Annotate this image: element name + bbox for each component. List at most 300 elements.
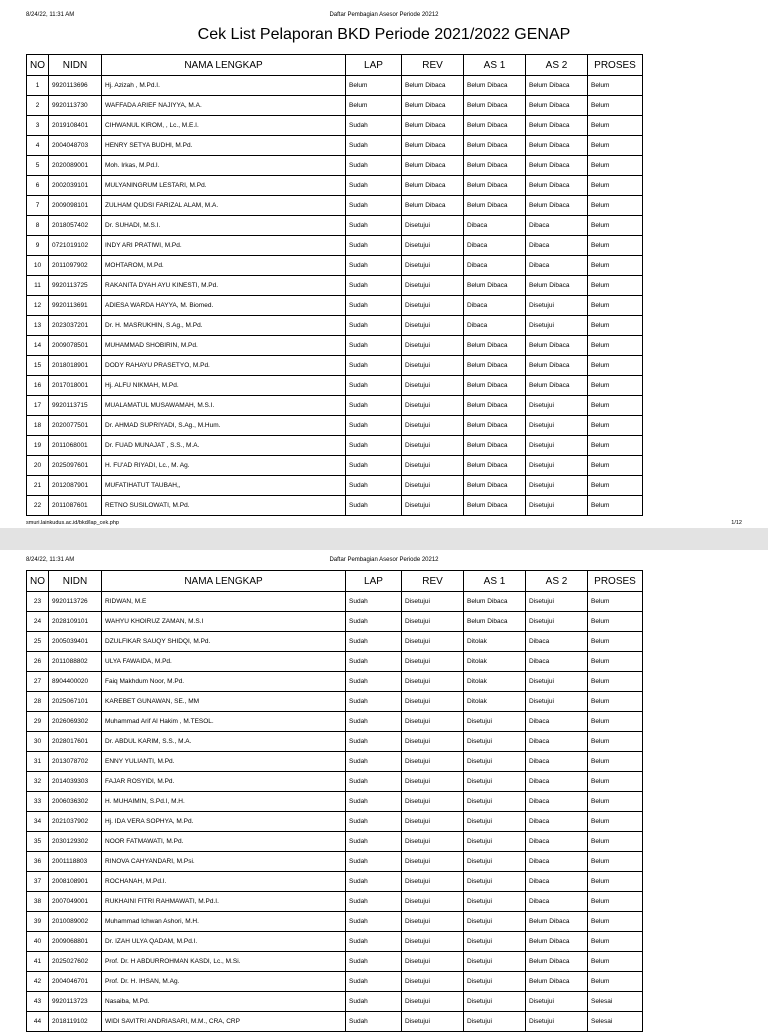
table-cell: Disetujui <box>402 316 464 336</box>
table-cell: Belum Dibaca <box>402 136 464 156</box>
table-cell: 42 <box>27 972 49 992</box>
table-row <box>27 852 643 872</box>
table-cell: 8 <box>27 216 49 236</box>
table-cell: 17 <box>27 396 49 416</box>
table-cell: Dibaca <box>526 732 588 752</box>
table-row <box>27 116 643 136</box>
table-cell: Sudah <box>346 336 402 356</box>
table-cell: Disetujui <box>402 832 464 852</box>
table-row <box>27 476 643 496</box>
page-title: Cek List Pelaporan BKD Periode 2021/2022 GENAP <box>197 26 571 43</box>
table-cell: RINOVA CAHYANDARI, M.Psi. <box>102 852 346 872</box>
table-cell: Belum <box>588 712 643 732</box>
table-cell: Belum <box>588 416 643 436</box>
table-cell: Sudah <box>346 496 402 516</box>
table-cell: Belum Dibaca <box>464 496 526 516</box>
table-cell: RIDWAN, M.E <box>102 592 346 612</box>
table-cell: Sudah <box>346 256 402 276</box>
table-cell: Sudah <box>346 752 402 772</box>
table-row <box>27 932 643 952</box>
table-cell: Belum Dibaca <box>464 476 526 496</box>
table-row <box>27 296 643 316</box>
table-cell: Ditolak <box>464 672 526 692</box>
table-cell: Sudah <box>346 476 402 496</box>
table-cell: Faiq Makhdum Noor, M.Pd. <box>102 672 346 692</box>
table-cell: Sudah <box>346 196 402 216</box>
table-cell: Dr. FUAD MUNAJAT , S.S., M.A. <box>102 436 346 456</box>
table-cell: Sudah <box>346 712 402 732</box>
table-cell: Belum <box>588 196 643 216</box>
table-cell: Belum Dibaca <box>464 336 526 356</box>
table-cell: Sudah <box>346 872 402 892</box>
table-cell: 2028017601 <box>49 732 102 752</box>
table-cell: Dibaca <box>526 792 588 812</box>
table-row <box>27 732 643 752</box>
table-cell: Disetujui <box>402 912 464 932</box>
footer-url: smuri.lainkudus.ac.id/bkd/lap_cek.php <box>26 520 119 526</box>
table-cell: 2002039101 <box>49 176 102 196</box>
table-cell: 2025067101 <box>49 692 102 712</box>
table-cell: Belum <box>588 832 643 852</box>
table-cell: Belum <box>588 932 643 952</box>
table-cell: WAHYU KHOIRUZ ZAMAN, M.S.I <box>102 612 346 632</box>
table-cell: HENRY SETYA BUDHI, M.Pd. <box>102 136 346 156</box>
table-cell: Belum <box>588 612 643 632</box>
table-body <box>27 592 643 1032</box>
table-cell: ULYA FAWAIDA, M.Pd. <box>102 652 346 672</box>
table-cell: Sudah <box>346 356 402 376</box>
column-header: REV <box>402 571 464 592</box>
table-cell: Sudah <box>346 116 402 136</box>
table-cell: Disetujui <box>464 952 526 972</box>
table-cell: Disetujui <box>402 496 464 516</box>
column-header: NO <box>27 55 49 76</box>
table-cell: 5 <box>27 156 49 176</box>
table-cell: Belum <box>588 732 643 752</box>
table-row <box>27 992 643 1012</box>
table-cell: Disetujui <box>464 752 526 772</box>
table-cell: Belum <box>588 156 643 176</box>
table-cell: Dibaca <box>526 632 588 652</box>
table-cell: Disetujui <box>464 792 526 812</box>
table-cell: Disetujui <box>402 296 464 316</box>
table-cell: Disetujui <box>402 752 464 772</box>
table-cell: Disetujui <box>526 496 588 516</box>
table-cell: Disetujui <box>464 732 526 752</box>
table-cell: 39 <box>27 912 49 932</box>
table-cell: 2014039303 <box>49 772 102 792</box>
table-cell: 2011087601 <box>49 496 102 516</box>
table-row <box>27 316 643 336</box>
document-header: Daftar Pembagian Asesor Periode 20212 <box>329 557 439 563</box>
table-cell: Belum <box>588 592 643 612</box>
table-cell: Disetujui <box>526 436 588 456</box>
table-cell: 2004046701 <box>49 972 102 992</box>
table-cell: Sudah <box>346 672 402 692</box>
table-cell: 2011088802 <box>49 652 102 672</box>
table-cell: Dibaca <box>464 236 526 256</box>
table-cell: Hj. IDA VERA SOPHYA, M.Pd. <box>102 812 346 832</box>
table-cell: ROCHANAH, M.Pd.I. <box>102 872 346 892</box>
table-cell: Disetujui <box>402 992 464 1012</box>
table-cell: 2030129302 <box>49 832 102 852</box>
table-row <box>27 592 643 612</box>
table-cell: MOHTAROM, M.Pd. <box>102 256 346 276</box>
table-cell: Belum Dibaca <box>464 396 526 416</box>
table-cell: Belum Dibaca <box>402 76 464 96</box>
table-cell: Belum <box>588 136 643 156</box>
table-cell: Disetujui <box>402 812 464 832</box>
table-cell: Belum Dibaca <box>402 116 464 136</box>
table-cell: 8904400020 <box>49 672 102 692</box>
table-cell: Belum Dibaca <box>402 176 464 196</box>
table-cell: Prof. Dr. H ABDURROHMAN KASDI, Lc., M.Si. <box>102 952 346 972</box>
table-cell: CIHWANUL KIROM, , Lc., M.E.I. <box>102 116 346 136</box>
table-cell: Belum <box>588 852 643 872</box>
table-cell: Sudah <box>346 612 402 632</box>
table-cell: Dibaca <box>526 652 588 672</box>
table-cell: Belum <box>588 396 643 416</box>
table-cell: Disetujui <box>402 236 464 256</box>
table-row <box>27 196 643 216</box>
table-cell: Sudah <box>346 316 402 336</box>
table-row <box>27 672 643 692</box>
table-row <box>27 652 643 672</box>
table-cell: 9920113730 <box>49 96 102 116</box>
table-cell: Belum <box>588 436 643 456</box>
table-cell: DZULFIKAR SAUQY SHIDQI, M.Pd. <box>102 632 346 652</box>
table-cell: ADIESA WARDA HAYYA, M. Biomed. <box>102 296 346 316</box>
table-cell: Belum Dibaca <box>526 276 588 296</box>
table-cell: MUHAMMAD SHOBIRIN, M.Pd. <box>102 336 346 356</box>
table-cell: Belum Dibaca <box>464 196 526 216</box>
table-cell: Dr. H. MASRUKHIN, S.Ag., M.Pd. <box>102 316 346 336</box>
table-cell: Belum Dibaca <box>464 356 526 376</box>
table-row <box>27 872 643 892</box>
table-cell: Sudah <box>346 632 402 652</box>
table-cell: 2018057402 <box>49 216 102 236</box>
table-cell: Disetujui <box>464 852 526 872</box>
table-cell: 2019108401 <box>49 116 102 136</box>
table-cell: Disetujui <box>464 812 526 832</box>
table-row <box>27 276 643 296</box>
table-cell: Disetujui <box>402 632 464 652</box>
table-cell: Disetujui <box>402 476 464 496</box>
table-cell: Sudah <box>346 692 402 712</box>
table-cell: Disetujui <box>526 296 588 316</box>
column-header: NIDN <box>49 55 102 76</box>
table-header-row <box>27 55 643 76</box>
table-row <box>27 256 643 276</box>
table-header-row <box>27 571 643 592</box>
table-cell: Dibaca <box>526 832 588 852</box>
table-cell: Belum Dibaca <box>526 336 588 356</box>
table-cell: Hj. Azizah , M.Pd.I. <box>102 76 346 96</box>
table-cell: Belum Dibaca <box>526 136 588 156</box>
table-cell: Sudah <box>346 436 402 456</box>
table-cell: 30 <box>27 732 49 752</box>
table-cell: Hj. ALFU NIKMAH, M.Pd. <box>102 376 346 396</box>
table-cell: Belum <box>588 792 643 812</box>
column-header: LAP <box>346 55 402 76</box>
table-cell: Disetujui <box>464 712 526 732</box>
table-cell: Disetujui <box>402 376 464 396</box>
table-cell: Belum <box>588 76 643 96</box>
table-cell: 2026069302 <box>49 712 102 732</box>
table-cell: Sudah <box>346 296 402 316</box>
table-cell: Sudah <box>346 592 402 612</box>
table-cell: 2013078702 <box>49 752 102 772</box>
table-cell: Belum <box>588 476 643 496</box>
table-cell: Belum Dibaca <box>526 932 588 952</box>
table-cell: 2020077501 <box>49 416 102 436</box>
table-cell: 0721019102 <box>49 236 102 256</box>
column-header: NIDN <box>49 571 102 592</box>
table-cell: 33 <box>27 792 49 812</box>
table-cell: Moh. Irkas, M.Pd.I. <box>102 156 346 176</box>
table-cell: 40 <box>27 932 49 952</box>
document-header: Daftar Pembagian Asesor Periode 20212 <box>329 12 439 18</box>
table-cell: Belum <box>346 96 402 116</box>
table-cell: Dibaca <box>526 892 588 912</box>
table-row <box>27 712 643 732</box>
table-cell: Ditolak <box>464 632 526 652</box>
table-cell: Dibaca <box>526 256 588 276</box>
table-cell: Belum <box>588 276 643 296</box>
table-cell: Disetujui <box>402 456 464 476</box>
table-cell: Belum <box>588 356 643 376</box>
table-cell: Belum <box>588 236 643 256</box>
table-cell: 13 <box>27 316 49 336</box>
table-cell: MUFATIHATUT TAUBAH,, <box>102 476 346 496</box>
table-cell: H. MUHAIMIN, S.Pd.I, M.H. <box>102 792 346 812</box>
table-cell: 31 <box>27 752 49 772</box>
table-cell: Disetujui <box>402 772 464 792</box>
table-cell: 1 <box>27 76 49 96</box>
table-cell: 6 <box>27 176 49 196</box>
table-cell: Disetujui <box>402 652 464 672</box>
table-cell: Belum <box>588 912 643 932</box>
table-cell: Sudah <box>346 792 402 812</box>
table-cell: Belum Dibaca <box>464 416 526 436</box>
column-header: PROSES <box>588 571 643 592</box>
table-cell: Disetujui <box>402 732 464 752</box>
table-cell: Belum Dibaca <box>526 972 588 992</box>
table-cell: 32 <box>27 772 49 792</box>
table-cell: Belum <box>588 632 643 652</box>
column-header: REV <box>402 55 464 76</box>
table-cell: Dibaca <box>464 216 526 236</box>
column-header: PROSES <box>588 55 643 76</box>
table-cell: Belum <box>588 952 643 972</box>
table-cell: 2025027602 <box>49 952 102 972</box>
table-cell: Belum <box>588 216 643 236</box>
table-row <box>27 176 643 196</box>
table-cell: 38 <box>27 892 49 912</box>
table-body <box>27 76 643 516</box>
document-page-2 <box>0 530 768 1024</box>
table-cell: WAFFADA ARIEF NAJIYYA, M.A. <box>102 96 346 116</box>
table-cell: 12 <box>27 296 49 316</box>
table-cell: Dr. ABDUL KARIM, S.S., M.A. <box>102 732 346 752</box>
table-cell: Belum <box>588 872 643 892</box>
table-cell: 35 <box>27 832 49 852</box>
table-cell: Belum Dibaca <box>402 196 464 216</box>
table-cell: Disetujui <box>402 712 464 732</box>
table-cell: Muhammad Arif Al Hakim , M.TESOL. <box>102 712 346 732</box>
table-cell: Belum Dibaca <box>464 96 526 116</box>
table-cell: 2010089002 <box>49 912 102 932</box>
table-cell: Belum <box>588 336 643 356</box>
table-cell: Sudah <box>346 216 402 236</box>
table-cell: Disetujui <box>526 672 588 692</box>
table-cell: RUKHAINI FITRI RAHMAWATI, M.Pd.I. <box>102 892 346 912</box>
table-cell: Belum Dibaca <box>526 176 588 196</box>
table-cell: 2008108901 <box>49 872 102 892</box>
table-cell: 9920113723 <box>49 992 102 1012</box>
table-cell: Disetujui <box>402 952 464 972</box>
table-cell: Disetujui <box>526 316 588 336</box>
table-cell: 20 <box>27 456 49 476</box>
table-cell: 25 <box>27 632 49 652</box>
table-cell: Disetujui <box>526 692 588 712</box>
print-date: 8/24/22, 11:31 AM <box>26 557 75 563</box>
table-cell: Belum Dibaca <box>464 376 526 396</box>
table-cell: Belum Dibaca <box>526 156 588 176</box>
table-cell: Belum <box>588 316 643 336</box>
table-cell: 7 <box>27 196 49 216</box>
table-cell: Belum Dibaca <box>402 96 464 116</box>
table-cell: Belum <box>588 672 643 692</box>
table-cell: 19 <box>27 436 49 456</box>
table-cell: Disetujui <box>402 336 464 356</box>
table-row <box>27 1012 643 1032</box>
table-cell: Disetujui <box>526 992 588 1012</box>
table-cell: Dibaca <box>464 296 526 316</box>
table-cell: Belum Dibaca <box>464 592 526 612</box>
table-cell: Belum Dibaca <box>464 156 526 176</box>
table-row <box>27 136 643 156</box>
table-cell: Disetujui <box>464 1012 526 1032</box>
table-cell: Disetujui <box>402 416 464 436</box>
table-cell: Belum Dibaca <box>526 912 588 932</box>
table-row <box>27 952 643 972</box>
table-cell: 2001118803 <box>49 852 102 872</box>
table-cell: Disetujui <box>464 832 526 852</box>
print-date: 8/24/22, 11:31 AM <box>26 12 75 18</box>
table-cell: ZULHAM QUDSI FARIZAL ALAM, M.A. <box>102 196 346 216</box>
table-cell: Disetujui <box>402 792 464 812</box>
table-row <box>27 612 643 632</box>
table-cell: 9920113696 <box>49 76 102 96</box>
table-cell: Selesai <box>588 1012 643 1032</box>
table-cell: ENNY YULIANTI, M.Pd. <box>102 752 346 772</box>
table-cell: 23 <box>27 592 49 612</box>
table-cell: 37 <box>27 872 49 892</box>
table-row <box>27 892 643 912</box>
table-cell: 15 <box>27 356 49 376</box>
table-cell: Belum Dibaca <box>464 276 526 296</box>
table-cell: Disetujui <box>402 436 464 456</box>
table-row <box>27 972 643 992</box>
table-cell: 28 <box>27 692 49 712</box>
table-row <box>27 912 643 932</box>
table-cell: Sudah <box>346 376 402 396</box>
column-header: NAMA LENGKAP <box>102 55 346 76</box>
table-cell: Disetujui <box>526 416 588 436</box>
column-header: NAMA LENGKAP <box>102 571 346 592</box>
table-cell: Disetujui <box>402 692 464 712</box>
table-cell: Belum Dibaca <box>464 612 526 632</box>
table-cell: 43 <box>27 992 49 1012</box>
table-cell: 2012087901 <box>49 476 102 496</box>
table-cell: 2025097601 <box>49 456 102 476</box>
table-cell: 9920113726 <box>49 592 102 612</box>
table-cell: Ditolak <box>464 652 526 672</box>
table-cell: Dr. SUHADI, M.S.I. <box>102 216 346 236</box>
table-cell: 29 <box>27 712 49 732</box>
table-cell: Sudah <box>346 732 402 752</box>
table-cell: Disetujui <box>464 932 526 952</box>
table-cell: INDY ARI PRATIWI, M.Pd. <box>102 236 346 256</box>
column-header: NO <box>27 571 49 592</box>
table-row <box>27 632 643 652</box>
table-cell: NOOR FATMAWATI, M.Pd. <box>102 832 346 852</box>
table-cell: Sudah <box>346 912 402 932</box>
table-cell: Sudah <box>346 892 402 912</box>
table-row <box>27 496 643 516</box>
table-cell: Selesai <box>588 992 643 1012</box>
table-cell: Belum Dibaca <box>526 196 588 216</box>
table-row <box>27 216 643 236</box>
table-cell: Belum Dibaca <box>464 116 526 136</box>
table-cell: RETNO SUSILOWATI, M.Pd. <box>102 496 346 516</box>
table-cell: Belum Dibaca <box>526 356 588 376</box>
table-cell: Dibaca <box>526 216 588 236</box>
table-cell: Belum Dibaca <box>464 136 526 156</box>
table-cell: 2021037902 <box>49 812 102 832</box>
table-row <box>27 356 643 376</box>
column-header: AS 2 <box>526 55 588 76</box>
table-cell: Disetujui <box>526 612 588 632</box>
table-cell: Sudah <box>346 416 402 436</box>
table-cell: 27 <box>27 672 49 692</box>
table-cell: Sudah <box>346 972 402 992</box>
table-cell: Belum <box>588 496 643 516</box>
table-cell: Sudah <box>346 852 402 872</box>
table-cell: 2009068801 <box>49 932 102 952</box>
table-cell: 16 <box>27 376 49 396</box>
table-cell: Dibaca <box>526 236 588 256</box>
table-cell: Belum Dibaca <box>526 76 588 96</box>
table-cell: Belum <box>588 752 643 772</box>
table-cell: 2023037201 <box>49 316 102 336</box>
table-cell: 2028109101 <box>49 612 102 632</box>
table-cell: Prof. Dr. H. IHSAN, M.Ag. <box>102 972 346 992</box>
table-cell: Belum <box>588 812 643 832</box>
table-cell: Belum Dibaca <box>526 116 588 136</box>
table-cell: 21 <box>27 476 49 496</box>
table-cell: Disetujui <box>402 592 464 612</box>
table-cell: 2004048703 <box>49 136 102 156</box>
table-cell: Disetujui <box>402 672 464 692</box>
table-cell: 18 <box>27 416 49 436</box>
table-cell: Belum Dibaca <box>464 76 526 96</box>
table-cell: Disetujui <box>526 592 588 612</box>
table-cell: Belum <box>588 972 643 992</box>
table-cell: 2018119102 <box>49 1012 102 1032</box>
table-cell: Belum <box>588 256 643 276</box>
